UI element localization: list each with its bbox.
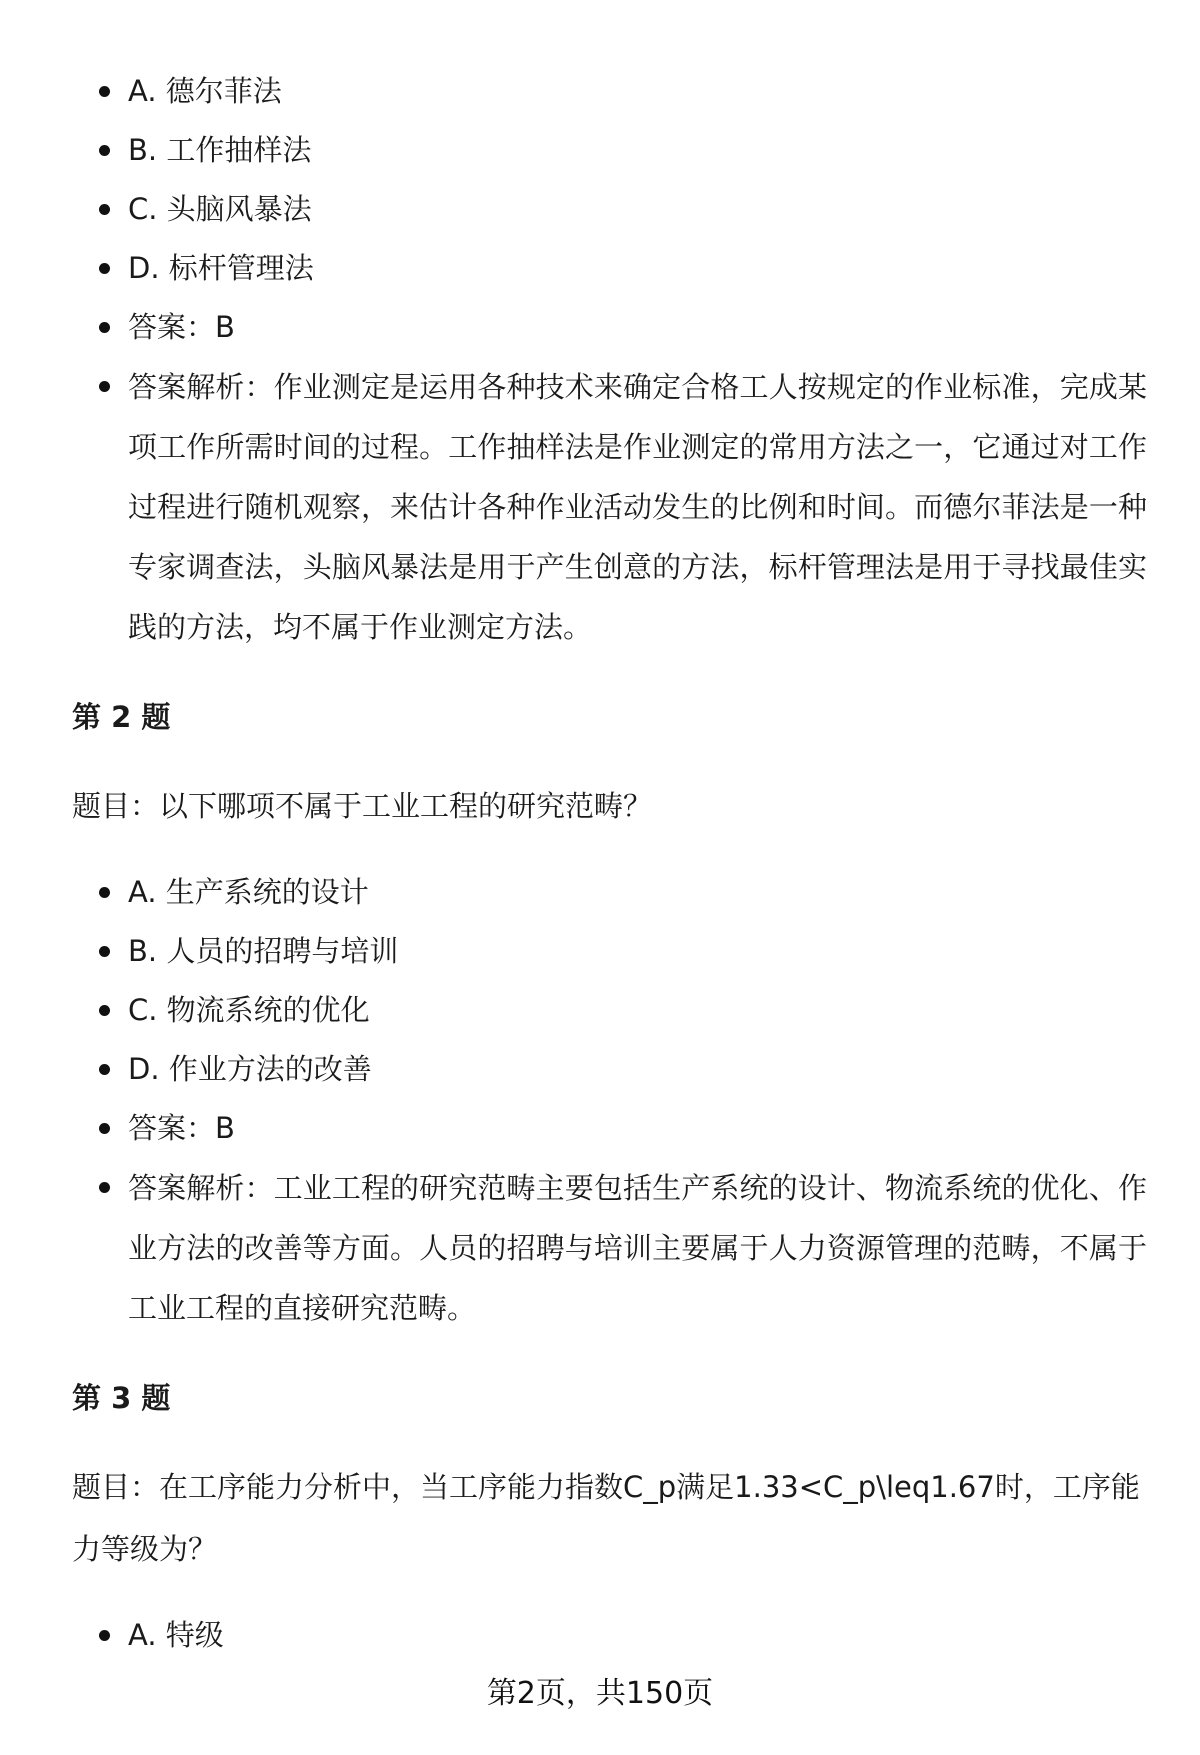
option-d: D. 标杆管理法: [72, 239, 1147, 298]
question-2-title: 第 2 题: [72, 700, 171, 734]
option-c: C. 头脑风暴法: [72, 180, 1147, 239]
answer-explanation: 答案解析：作业测定是运用各种技术来确定合格工人按规定的作业标准，完成某项工作所需时间的过程。工作抽样法是作业测定的常用方法之一，它通过对工作过程进行随机观察，来估计各种作业活动发生的比例和时间。而德尔菲法是一种专家调查法，头脑风暴法是用于产生创意的方法，标杆管理法是用于寻找最佳实践的方法，均不属于作业测定方法。: [72, 357, 1147, 657]
page-content: [72, 62, 1147, 1665]
option-b: B. 工作抽样法: [72, 121, 1147, 180]
question-3-stem: 题目：在工序能力分析中，当工序能力指数C_p满足1.33<C_p\leq1.67时，工序能力等级为？: [72, 1470, 1140, 1566]
option-a: A. 德尔菲法: [72, 62, 1147, 121]
answer-explanation: 答案解析：工业工程的研究范畴主要包括生产系统的设计、物流系统的优化、作业方法的改善等方面。人员的招聘与培训主要属于人力资源管理的范畴，不属于工业工程的直接研究范畴。: [72, 1158, 1147, 1338]
question-2-options: [72, 863, 1147, 1338]
question-3-title: 第 3 题: [72, 1381, 171, 1415]
option-d: D. 作业方法的改善: [72, 1040, 1147, 1099]
option-a: A. 特级: [72, 1606, 1147, 1665]
option-a: A. 生产系统的设计: [72, 863, 1147, 922]
question-2-stem: 题目：以下哪项不属于工业工程的研究范畴？: [72, 789, 653, 823]
question-3-options: [72, 1606, 1147, 1665]
answer: 答案：B: [72, 1099, 1147, 1158]
option-c: C. 物流系统的优化: [72, 981, 1147, 1040]
page-number: 第2页，共150页: [486, 1676, 714, 1711]
answer: 答案：B: [72, 298, 1147, 357]
option-b: B. 人员的招聘与培训: [72, 922, 1147, 981]
question-1-options: [72, 62, 1147, 657]
